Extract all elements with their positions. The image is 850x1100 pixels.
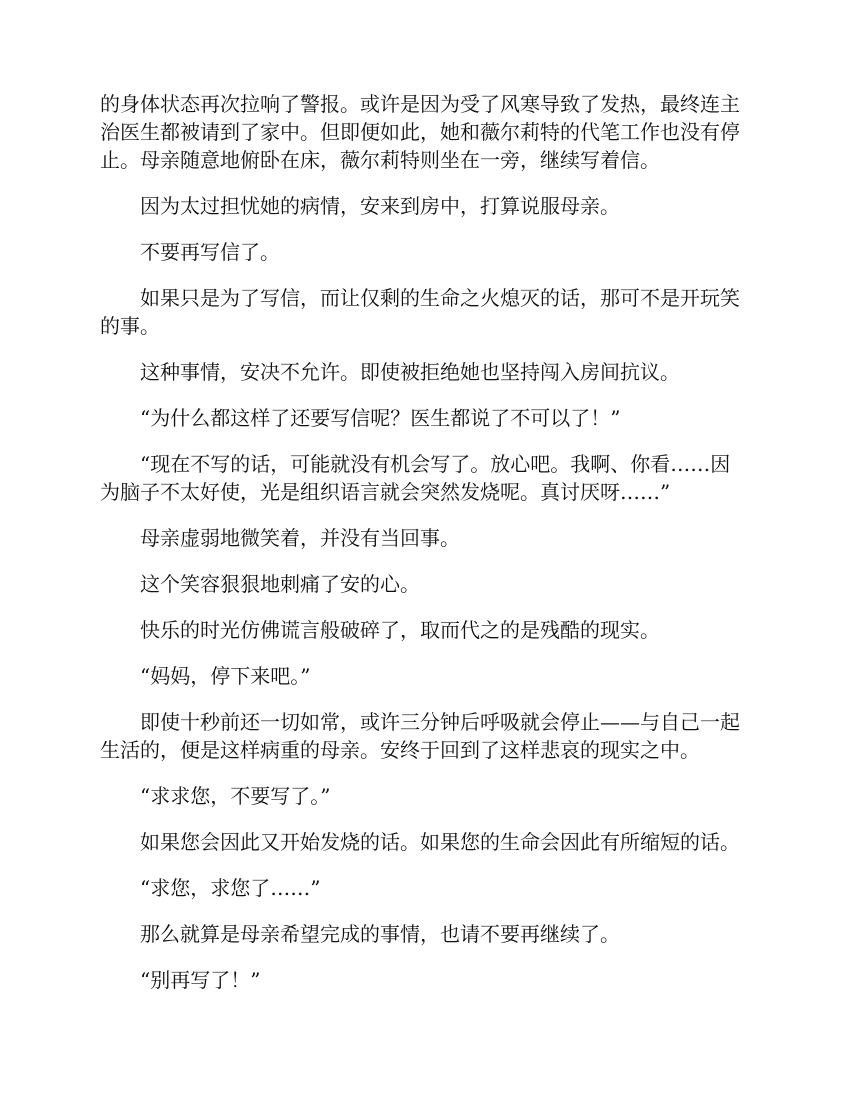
paragraph: 如果您会因此又开始发烧的话。如果您的生命会因此有所缩短的话。 [140, 830, 740, 854]
paragraph: 那么就算是母亲希望完成的事情，也请不要再继续了。 [140, 922, 620, 946]
paragraph: 这种事情，安决不允许。即使被拒绝她也坚持闯入房间抗议。 [140, 360, 680, 384]
paragraph: “现在不写的话，可能就没有机会写了。放心吧。我啊、你看……因为脑子不太好使，光是组织语言就会突然发烧呢。真讨厌呀……” [100, 452, 731, 504]
paragraph: 不要再写信了。 [140, 240, 280, 264]
paragraph: 因为太过担忧她的病情，安来到房中，打算说服母亲。 [140, 194, 620, 218]
paragraph: “求求您，不要写了。” [140, 784, 331, 808]
paragraph: “求您，求您了……” [140, 876, 321, 900]
paragraph: “妈妈，停下来吧。” [140, 664, 311, 688]
paragraph: 这个笑容狠狠地刺痛了安的心。 [140, 572, 420, 596]
paragraph: 快乐的时光仿佛谎言般破碎了，取而代之的是残酷的现实。 [140, 618, 660, 642]
paragraph: 如果只是为了写信，而让仅剩的生命之火熄灭的话，那可不是开玩笑的事。 [100, 286, 740, 338]
body-text [100, 90, 750, 1012]
paragraph: “为什么都这样了还要写信呢？医生都说了不可以了！” [140, 406, 621, 430]
paragraph: “别再写了！” [140, 968, 261, 992]
paragraph: 的身体状态再次拉响了警报。或许是因为受了风寒导致了发热，最终连主治医生都被请到了家中。但即便如此，她和薇尔莉特的代笔工作也没有停止。母亲随意地俯卧在床，薇尔莉特则坐在一旁，继续写着信。 [100, 92, 740, 172]
paragraph: 母亲虚弱地微笑着，并没有当回事。 [140, 526, 460, 550]
paragraph: 即使十秒前还一切如常，或许三分钟后呼吸就会停止——与自己一起生活的，便是这样病重的母亲。安终于回到了这样悲哀的现实之中。 [100, 710, 740, 762]
